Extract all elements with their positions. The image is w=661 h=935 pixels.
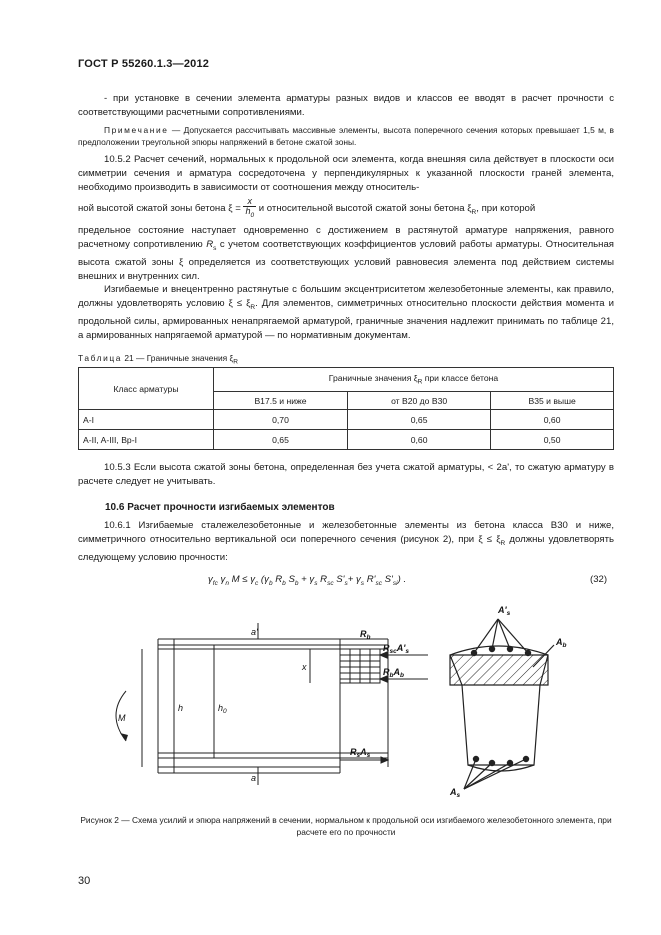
p2-R-sub: s [213,244,217,252]
fraction-numerator: x [243,197,256,207]
document-header: ГОСТ Р 55260.1.3—2012 [78,58,210,70]
label-x: x [302,662,307,672]
paragraph-bending-elements [78,283,614,343]
subheader-b20-b30: от В20 до В30 [347,392,490,410]
p2-text-b-post: и относительной высотой сжатой зоны бетона ξ [256,203,472,214]
page-number: 30 [78,875,91,887]
label-M: M [118,713,126,723]
subheader-b35: В35 и выше [491,392,614,410]
paragraph-10-5-2 [78,153,614,195]
row-value: 0,70 [214,410,348,430]
paragraph-10-5-2-cont [78,224,614,284]
paragraph-10-5-2-formula-line [78,196,614,222]
header-group: Граничные значения $\xi_R$ при классе бетона [214,368,614,392]
label-As-bottom: $A_s$ [450,787,461,799]
table-caption-sub: R [233,358,238,366]
label-h: h [178,703,184,713]
p3-sub: R [250,303,256,311]
p2-text-c1: предельное состояние наступает одновременно с достижением в растянутой арматуре напряжения, равного расчетному сопротивлению [78,225,614,250]
paragraph-10-5-3: 10.5.3 Если высота сжатой зоны бетона, определенная без учета сжатой арматуры, < 2a', то сжатую арматуру в расчете следует не учитывать. [78,462,614,487]
label-a-bottom: a [251,773,257,783]
label-As-top: $A'_s$ [498,605,511,617]
row-class: A-II, A-III, Вр-I [79,430,214,450]
p2-text-c2: с учетом соответствующих коэффициентов условий работы арматуры. Относительная высота сжатой зоны ξ определяется из соответствующих условий равновесия элемента под действием системы внешних и внутренних сил. [78,239,614,282]
header-class: Класс арматуры [79,368,214,410]
label-Ab: $A_b$ [556,637,567,649]
row-value: 0,65 [347,410,490,430]
table-row [79,410,614,430]
subheader-b17: В17.5 и ниже [214,392,348,410]
row-value: 0,60 [347,430,490,450]
note-text: — Допускается рассчитывать массивные элементы, высота поперечного сечения которых превышает 1,5 м, в предположении треугольной эпюры напряжений в бетоне сжатой зоны. [78,125,614,147]
label-a-top: a' [251,627,258,637]
table-21 [78,367,614,450]
xi-fraction [243,197,256,220]
label-Rb: $R_b$ [360,629,371,641]
row-class: A-I [79,410,214,430]
cross-section [450,619,554,789]
equation-number: (32) [590,574,608,585]
label-Rb-Ab: $R_bA_b$ [383,667,404,679]
note [78,124,614,148]
label-Rs-As: $R_sA_s$ [350,747,371,759]
figure-caption: Рисунок 2 — Схема усилий и эпюра напряжений в сечении, нормальном к продольной оси изгибаемого железобетонного элемента, при расчете его по прочности [80,815,612,837]
p5-text-2: должны удовлетворять следующему условию прочности: [78,534,614,563]
p2-sub: R [471,208,477,216]
table-caption-label: Таблица [78,353,123,363]
note-label: Примечание [104,125,169,135]
row-value: 0,50 [491,430,614,450]
table-caption-text: 21 — Граничные значения ξ [122,353,234,363]
fraction-denominator: $h_0$ [245,206,255,219]
paragraph-reinforcement-note: - при установке в сечении элемента арматуры разных видов и классов ее вводят в расчет прочности с соответствующими расчетными сопротивлениями. [78,93,614,118]
section-heading-10-6: 10.6 Расчет прочности изгибаемых элементов [105,502,335,513]
figure-2-diagram [78,595,614,807]
p3-text-1: Изгибаемые и внецентренно растянутые с большим эксцентриситетом железобетонные элементы, как правило, должны удовлетворять условию ξ ≤ ξ [78,284,614,309]
p5-sub: R [500,539,506,547]
label-h0: $h_0$ [218,703,227,715]
p2-text-b-pre: ной высотой сжатой зоны бетона ξ = [78,203,244,214]
table-row [79,430,614,450]
p3-text-2: . Для элементов, симметричных относительно плоскости действия момента и продольной силы, армированных ненапрягаемой арматурой, граничные значения надлежит принимать по таблице 21, а армированных напрягаемой арматурой — по нормативным документам. [78,298,614,341]
strength-formula: $\gamma_{fc}$ $\gamma_n$ $M \le \gamma_c$ ($\gamma_b$ $R_b$ $S_b + \gamma_s$ $R_{sc}$ $S'_s+ \gamma_s$ $R'_{sc}$ $S'_{si}$) . [208,574,407,587]
row-value: 0,60 [491,410,614,430]
paragraph-10-6-1 [78,519,614,565]
p2-text-b-end: , при которой [476,203,536,214]
p5-text-1: 10.6.1 Изгибаемые сталежелезобетонные и железобетонные элементы из бетона класса В30 и ниже, симметричного относительно вертикальной оси поперечного сечения (рисунок 2), при ξ ≤ ξ [78,520,614,545]
p2-text-a: 10.5.2 Расчет сечений, нормальных к продольной оси элемента, когда внешняя сила действует в плоскости оси симметрии сечения и арматура сосредоточена у перпендикулярных к указанной плоскости граней элемента, необходимо производить в зависимости от соотношения между относитель- [78,154,614,193]
p2-R: R [206,239,214,250]
label-Rsc-As: $R_{sc}A'_s$ [383,643,409,655]
table-caption [78,353,238,366]
row-value: 0,65 [214,430,348,450]
